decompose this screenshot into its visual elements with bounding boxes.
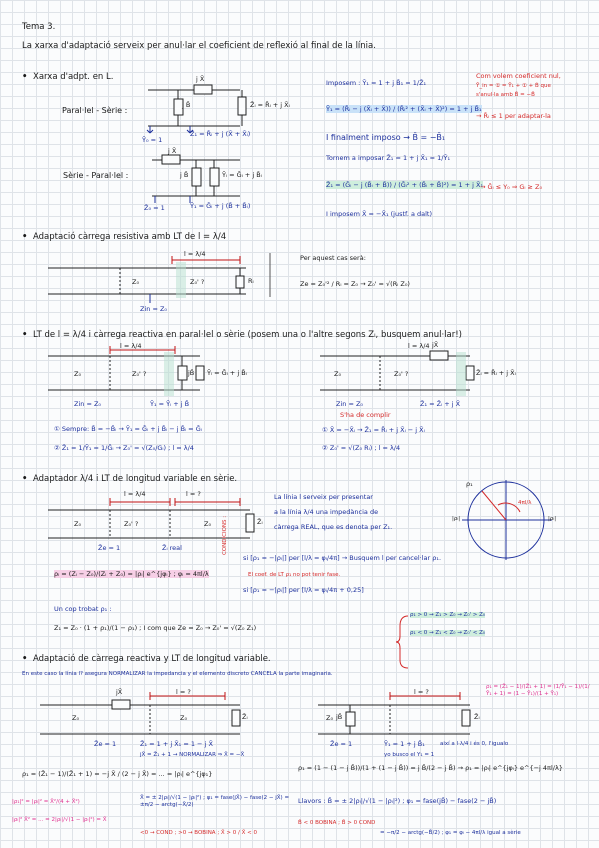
s4-si1: si [ρ₁ = −|ρₗ|] per [l/λ = φₗ/4π] → Busquem l per cancel·lar ρ₁. bbox=[243, 554, 442, 562]
s5-ze-left: Z̄e = 1 bbox=[94, 740, 117, 748]
s4-rho-right: |ρₗ| bbox=[548, 516, 557, 522]
s3-right-z0: Z₀ bbox=[334, 370, 342, 378]
s3-cond-4: ② Z₀' = √(Z₀ Rₗ) ; l = λ/4 bbox=[322, 444, 401, 452]
s3-cond-1: ① Sempre: B̄ = −B̄ₗ → Ȳ₁ = Ḡₗ + j B̄ₗ − j B̄ₗ = Ḡₗ bbox=[54, 425, 202, 433]
s5-y1-right: Ȳ₁ = 1 + j B̄₁ bbox=[384, 740, 425, 748]
s4-zreal-label: Z̄ₗ real bbox=[162, 544, 182, 552]
section-2-bullet: • bbox=[22, 232, 28, 242]
s4-para-1: La línia l serveix per presentar bbox=[274, 493, 373, 501]
s5-system-left: X̄ = ± 2|ρₗ|/√(1 − |ρₗ|²) ; φ₁ = fase(jX̄) − fase(2 − jX̄) = ±π/2 − arctg(−X̄/2) bbox=[140, 795, 290, 808]
s4-para-3: càrrega REAL, que es denota per Z₁. bbox=[274, 523, 393, 531]
s5-llavors: Llavors : B̄ = ± 2|ρₗ|/√(1 − |ρₗ|²) ; φ₁ = fase(jB̄) − fase(2 − jB̄) bbox=[298, 797, 497, 805]
s5-jx-label: jX̄ bbox=[116, 688, 123, 696]
s4-zin-label: Z̄e = 1 bbox=[98, 544, 121, 552]
s5-llavors-3: = −π/2 − arctg(−B̄/2) ; φ₁ = φₗ − 4πl/λ igual a sèrie bbox=[380, 830, 521, 836]
s2-eq: Ze = Z₀'² / Rₗ = Z₀ → Z₀' = √(Rₗ Z₀) bbox=[300, 280, 410, 288]
pc-y0-label: Ȳ₀ = 1 bbox=[142, 136, 163, 144]
sp-y1-label: Ȳ₁ = Ḡₗ + j (B̄ + B̄ₗ) bbox=[190, 202, 251, 210]
pc-label: Paral·lel - Sèrie : bbox=[62, 106, 128, 115]
s3-left-jb: jB̄ bbox=[188, 369, 195, 377]
s4-si2: si [ρ₁ = −|ρₗ|] per [l/λ = φₗ/4π + 0,25] bbox=[243, 586, 364, 594]
s4-l4-label: l = λ/4 bbox=[124, 490, 146, 498]
s3-left-y1: Ȳ₁ = Ȳₗ + j B̄ bbox=[150, 400, 190, 408]
s4-angle-label: 4πl/λ bbox=[518, 500, 532, 506]
s5-y1-note: yo busco el Y₁ = 1 bbox=[384, 752, 435, 758]
s4-note: El coef. de LT ρ₁ no pot tenir fase. bbox=[248, 572, 341, 578]
s5-zl-left: Z̄ₗ bbox=[242, 713, 248, 721]
s5-jb-label: jB̄ bbox=[336, 713, 343, 721]
s3-cond-3: ① X̄ = −X̄ₗ → Z̄₁ = R̄ₗ + j X̄ₗ − j X̄ₗ bbox=[322, 426, 425, 434]
section-3-title: LT de l = λ/4 i càrrega reactiva en paral·lel o sèrie (posem una o l'altre segons Zₗ, busquem anul·lar!) bbox=[33, 330, 462, 340]
s5-z0-left-2: Z₀ bbox=[180, 714, 188, 722]
s4-rho-left: |ρₗ| bbox=[452, 516, 461, 522]
s1-r3: I finalment imposo → B̄ = −B̄₁ bbox=[326, 133, 446, 142]
s5-z0-left: Z₀ bbox=[72, 714, 80, 722]
s5-eq-left: ρ₁ = (Z̄₁ − 1)/(Z̄₁ + 1) = −j X̄ / (2 − j X̄) = ... = |ρₗ| e^{jφ₁} bbox=[22, 770, 213, 778]
s5-subtitle: En este caso la línia l? asegura NORMALIZAR la impedancia y el elemento discreto CANCELA la parte imaginaria. bbox=[22, 671, 333, 677]
section-4-bullet: • bbox=[22, 474, 28, 484]
s4-rho1-label: ρ₁ bbox=[466, 480, 473, 488]
pc-zl-label: Z̄ₗ = R̄ₗ + j X̄ₗ bbox=[250, 101, 290, 109]
s3-right-zl: Z̄ₗ = R̄ₗ + j X̄ₗ bbox=[476, 369, 516, 377]
s5-zl-right: Z̄ₗ bbox=[474, 713, 480, 721]
s1-r4: Tornem a imposar Z̄₁ = 1 + j X̄₁ = 1/Ȳ₁ bbox=[326, 154, 451, 162]
s2-text: Per aquest cas serà: bbox=[300, 254, 366, 262]
intro-text: La xarxa d'adaptació serveix per anul·lar el coeficient de reflexió al final de la línia. bbox=[22, 41, 376, 51]
s1-r2-note: → R̄ₗ ≤ 1 per adaptar-la bbox=[476, 112, 551, 120]
s3-left-yl: Ȳₗ = Ḡₗ + j B̄ₗ bbox=[207, 369, 247, 377]
s3-left-length: l = λ/4 bbox=[120, 342, 142, 350]
pc-jb-label: j B̄ bbox=[182, 101, 191, 109]
s3-right-zin: Zin = Z₀ bbox=[336, 400, 364, 408]
s4-zl-label: Z̄ₗ bbox=[257, 518, 263, 526]
s5-z1-left: Z̄₁ = 1 + j X̄₁ = 1 − j X̄ bbox=[140, 740, 213, 748]
s1-r1: Imposem : Ȳ₁ = 1 + j B̄₁ = 1/Z̄₁ bbox=[326, 79, 427, 87]
s2-z0-label: Z₀ bbox=[132, 278, 140, 286]
s3-must-note: S'ha de complir bbox=[340, 411, 391, 419]
s5-eq-right: ρ₁ = (Z̄₁ − 1)/(Z̄₁ + 1) = (1/Ȳ₁ − 1)/(1/Ȳ₁ + 1) = (1 − Ȳ₁)/(1 + Ȳ₁) bbox=[486, 684, 590, 697]
s5-note: així a l·λ/4 i és 0, l'igualo bbox=[440, 741, 509, 747]
s4-z0-label: Z₀ bbox=[74, 520, 82, 528]
s5-eq-right-2: ρ₁ = (1 − (1 − j B̄))/(1 + (1 − j B̄)) = j B̄/(2 − j B̄) → ρ₁ = |ρₗ| e^{jφₗ} e^{−j 4πl/λ} bbox=[298, 764, 563, 772]
s4-z0-label-2: Z₀ bbox=[204, 520, 212, 528]
s2-zq-label: Z₀' ? bbox=[190, 278, 205, 286]
section-1-bullet: • bbox=[22, 72, 28, 82]
s5-pink-2: |ρₗ|² X̄² = ... = 2|ρₗ|/√(1 − |ρₗ|²) = X̄ bbox=[12, 817, 107, 823]
s3-right-jx: jX̄ bbox=[432, 341, 439, 349]
s2-rl-label: Rₗ bbox=[248, 277, 254, 285]
s5-pink-1: |ρ₁|² = |ρₗ|² = X̄²/(4 + X̄²) bbox=[12, 799, 80, 805]
section-4-title: Adaptador λ/4 i LT de longitud variable en sèrie. bbox=[33, 474, 238, 484]
s5-normalize: jX̄ = Z̄₁ + 1 → NORMALIZAR ⇒ X̄ = −X̄ bbox=[140, 752, 245, 758]
s4-branch-2: ρ₁ < 0 → Z₁ < Z₀ → Z₀' < Z₀ bbox=[410, 630, 486, 636]
s1-r5: Z̄₁ = (Ḡₗ − j (B̄ₗ + B̄)) / (Ḡₗ² + (B̄ₗ + B̄)²) = 1 + j X̄₁ bbox=[326, 181, 484, 189]
topic-title: Tema 3. bbox=[22, 22, 56, 32]
s1-r1-note2: Ȳ_in = ① = Ȳ₁ + ① + Ḃ que bbox=[476, 83, 551, 89]
sp-jx-label: j X̄ bbox=[168, 147, 177, 155]
s3-left-z0: Z₀ bbox=[74, 370, 82, 378]
s1-r5-note: → Ḡₗ ≤ Y₀ ⇒ Gₗ ≥ Z₀ bbox=[480, 183, 543, 191]
pc-z1-label: Z̄₁ = R̄ₗ + j (X̄ + X̄ₗ) bbox=[190, 130, 251, 138]
sp-yl-label: Ȳₗ = Ḡₗ + j B̄ₗ bbox=[222, 171, 262, 179]
s1-r6: I imposem X̄ = −X̄₁ (justf. a dalt) bbox=[326, 210, 433, 218]
s3-cond-2: ② Z̄₁ = 1/Ȳ₁ = 1/Ḡₗ → Z₀' = √(Z₀/Gₗ) ; l = λ/4 bbox=[54, 444, 194, 452]
s3-left-zq: Z₀' ? bbox=[132, 370, 147, 378]
s4-found: Un cop trobat ρ₁ : bbox=[54, 605, 112, 613]
section-1-title: Xarxa d'adpt. en L. bbox=[33, 72, 114, 82]
section-2-title: Adaptació càrrega resistiva amb LT de l = λ/4 bbox=[33, 232, 227, 242]
s4-eq1: ρₗ = (Zₗ − Z₀)/(Zₗ + Z₀) = |ρₗ| e^{jφₗ} ; φₗ = 4πl/λ bbox=[54, 570, 209, 578]
s3-right-zq: Z₀' ? bbox=[394, 370, 409, 378]
section-5-bullet: • bbox=[22, 654, 28, 664]
s2-length-label: l = λ/4 bbox=[184, 250, 206, 258]
s5-z0-right: Z₀ bbox=[326, 714, 334, 722]
s3-right-length: l = λ/4 bbox=[408, 342, 430, 350]
s4-branch-1: ρ₁ > 0 → Z₁ > Z₀ → Z₀' > Z₀ bbox=[410, 612, 486, 618]
s4-zq-label: Z₀' ? bbox=[124, 520, 139, 528]
s5-system-left-conds: <0 → COND ; >0 → BOBINA ; X̄ > 0 / X̄ < 0 bbox=[140, 830, 258, 836]
s3-left-zin: Zin = Z₀ bbox=[74, 400, 102, 408]
s4-para-2: a la línia λ/4 una impedància de bbox=[274, 508, 379, 516]
s4-lq-label: l = ? bbox=[186, 490, 201, 498]
sp-jb-label: j B̄ bbox=[180, 171, 189, 179]
s4-conditions-label: CONDICIONS : bbox=[222, 515, 228, 555]
s5-llavors-2: B̄ < 0 BOBINA ; B̄ > 0 COND bbox=[298, 820, 376, 826]
s1-r1-note3: s'anul·la amb B̄ = −B̄ bbox=[476, 92, 535, 98]
s2-zin-label: Zin = Z₀ bbox=[140, 305, 168, 313]
section-5-title: Adaptació de càrrega reactiva y LT de longitud variable. bbox=[33, 654, 271, 664]
section-3-bullet: • bbox=[22, 330, 28, 340]
s3-right-z1: Z̄₁ = Z̄ₗ + j X̄ bbox=[420, 400, 461, 408]
sp-z0-label: Z̄₀ = 1 bbox=[144, 204, 165, 212]
s1-r1-note: Com volem coeficient nul, bbox=[476, 72, 561, 80]
pc-jx-label: j X̄ bbox=[196, 75, 205, 83]
sp-label: Sèrie - Paral·lel : bbox=[63, 171, 129, 180]
s5-lq-label-right: l = ? bbox=[414, 688, 429, 696]
s5-lq-label-left: l = ? bbox=[176, 688, 191, 696]
s1-r2: Ȳ₁ = (R̄ₗ − j (X̄ₗ + X̄)) / (R̄ₗ² + (X̄ₗ + X̄)²) = 1 + j B̄₁ bbox=[326, 105, 482, 113]
s4-eq2: Z₁ = Z₀ · (1 + ρ₁)/(1 − ρ₁) ; I com que Ze = Z₀ → Z₀' = √(Z₀ Z₁) bbox=[54, 624, 257, 632]
s5-ze-right: Z̄e = 1 bbox=[330, 740, 353, 748]
